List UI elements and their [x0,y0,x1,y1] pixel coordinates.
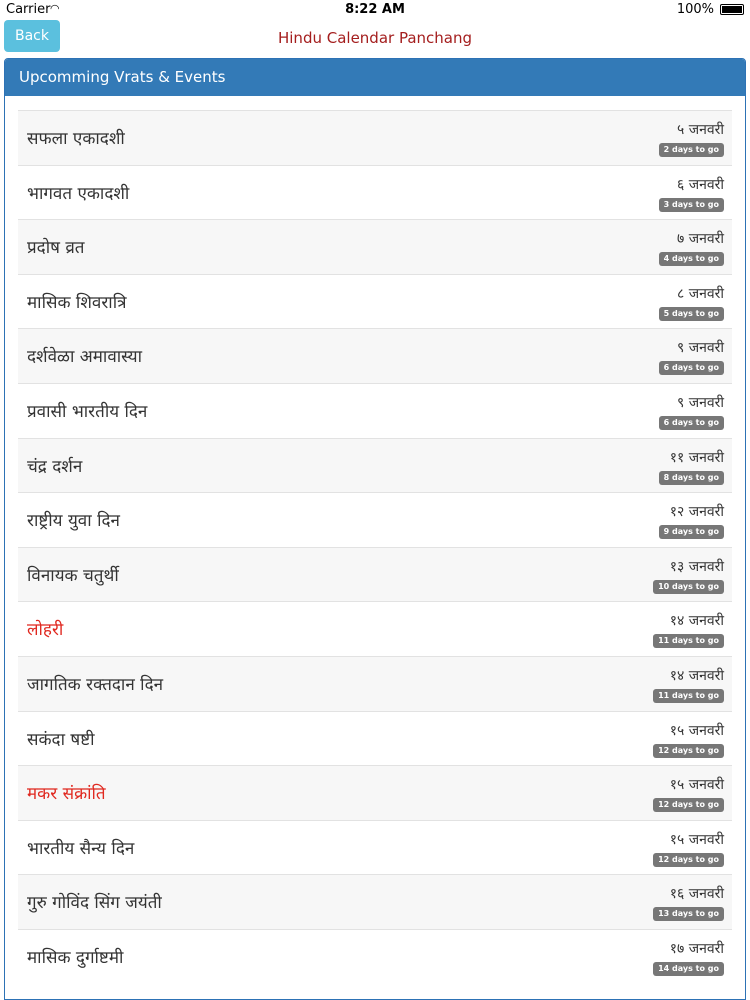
days-to-go-badge: 9 days to go [659,525,724,539]
event-row[interactable] [18,547,732,602]
event-name: विनायक चतुर्थी [27,565,119,586]
days-to-go-badge: 14 days to go [653,962,724,976]
event-name: गुरु गोविंद सिंग जयंती [27,893,162,914]
days-to-go-badge: 6 days to go [659,361,724,375]
event-row[interactable] [18,656,732,711]
event-row[interactable] [18,110,732,165]
event-date: १४ जनवरी [669,613,724,630]
event-row[interactable] [18,219,732,274]
days-to-go-badge: 6 days to go [659,416,724,430]
event-name: मकर संक्रांति [27,784,106,805]
event-name: मासिक शिवरात्रि [27,292,127,313]
event-name: सफला एकादशी [27,129,125,149]
days-to-go-badge: 12 days to go [653,853,724,867]
days-to-go-badge: 12 days to go [653,744,724,758]
days-to-go-badge: 2 days to go [659,143,724,157]
event-row[interactable] [18,820,732,875]
event-date: १७ जनवरी [669,940,724,957]
event-date: ७ जनवरी [676,231,724,248]
event-row[interactable] [18,711,732,766]
back-button[interactable]: Back [4,20,60,52]
days-to-go-badge: 11 days to go [653,689,724,703]
event-date: १३ जनवरी [669,558,724,575]
event-row[interactable] [18,492,732,547]
status-bar [0,0,750,20]
days-to-go-badge: 10 days to go [653,580,724,594]
event-row[interactable] [18,274,732,329]
event-name: भारतीय सैन्य दिन [27,838,135,859]
event-row[interactable] [18,929,732,984]
battery-percent: 100% [676,2,714,17]
event-row[interactable] [18,874,732,929]
event-date: ५ जनवरी [676,122,724,138]
days-to-go-badge: 13 days to go [653,907,724,921]
event-date: १५ जनवरी [669,777,724,794]
event-row[interactable] [18,601,732,656]
days-to-go-badge: 8 days to go [659,471,724,485]
days-to-go-badge: 4 days to go [659,252,724,266]
event-row[interactable] [18,328,732,383]
days-to-go-badge: 5 days to go [659,307,724,321]
event-date: ९ जनवरी [676,394,724,411]
event-name: प्रवासी भारतीय दिन [27,401,148,422]
wifi-icon: ◠ [50,2,60,15]
event-date: १२ जनवरी [669,504,724,521]
days-to-go-badge: 11 days to go [653,634,724,648]
event-date: ६ जनवरी [676,176,724,193]
event-row[interactable] [18,438,732,493]
event-name: लोहरी [27,620,64,641]
event-name: प्रदोष व्रत [27,238,85,259]
event-name: राष्ट्रीय युवा दिन [27,511,120,532]
event-date: १५ जनवरी [669,831,724,848]
events-list [18,110,732,984]
event-name: मासिक दुर्गाष्टमी [27,947,124,968]
event-date: ८ जनवरी [676,285,724,302]
event-date: १६ जनवरी [669,886,724,903]
event-name: दर्शवेळा अमावास्या [27,347,143,368]
event-row[interactable] [18,383,732,438]
event-name: चंद्र दर्शन [27,456,83,477]
panel-title: Upcomming Vrats & Events [5,59,745,96]
page-title: Hindu Calendar Panchang [277,29,472,47]
event-date: १४ जनवरी [669,667,724,684]
event-row[interactable] [18,165,732,220]
event-row[interactable] [18,765,732,820]
battery-icon [720,4,744,15]
carrier-label: Carrier [6,2,51,17]
status-time: 8:22 AM [345,2,405,17]
event-name: भागवत एकादशी [27,183,130,204]
event-name: जागतिक रक्तदान दिन [27,674,164,695]
days-to-go-badge: 3 days to go [659,198,724,212]
event-date: ११ जनवरी [669,449,724,466]
navigation-bar [0,20,750,58]
event-date: १५ जनवरी [669,722,724,739]
event-date: ९ जनवरी [676,340,724,357]
event-name: सकंदा षष्टी [27,729,95,750]
days-to-go-badge: 12 days to go [653,798,724,812]
